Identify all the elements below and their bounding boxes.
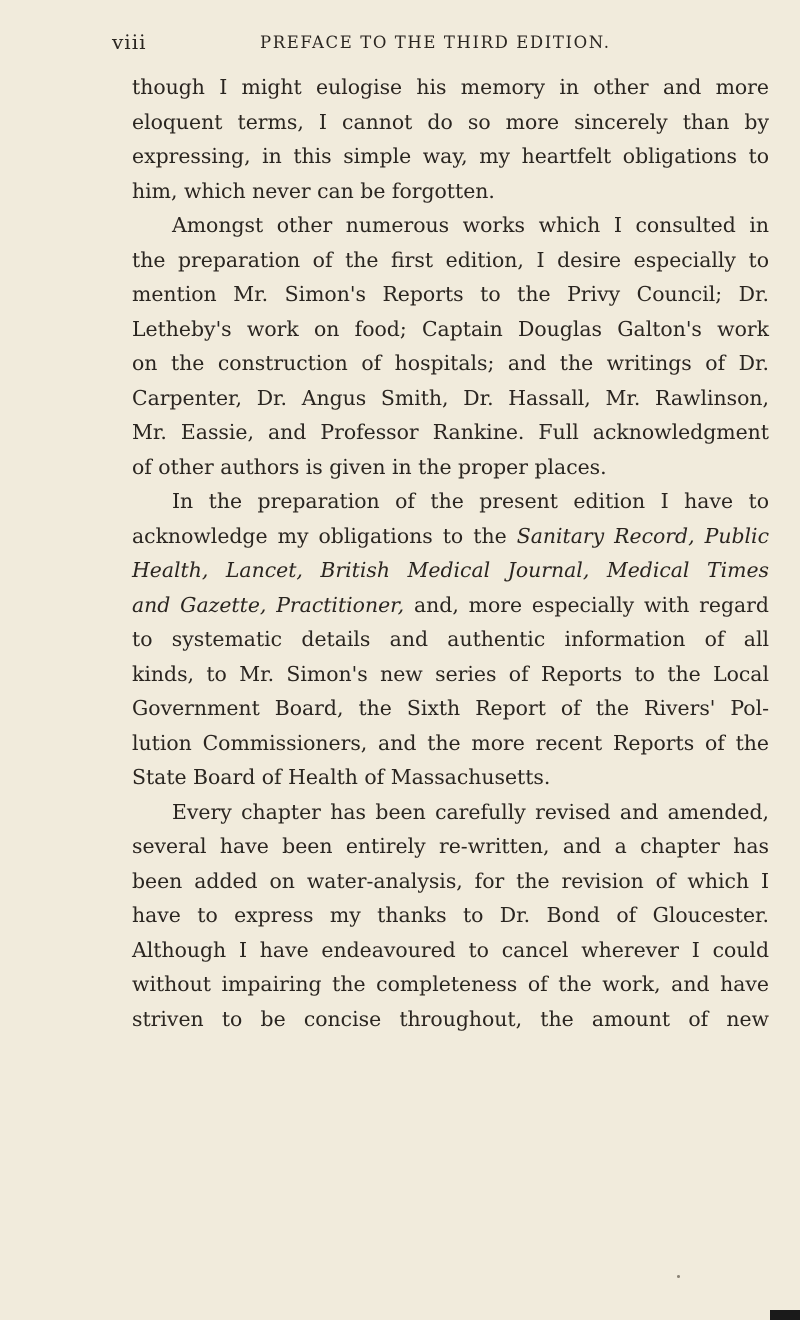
text-line: Government Board, the Sixth Report of the Rivers' Pol- — [132, 696, 769, 720]
text-line: have to express my thanks to Dr. Bond of Gloucester. — [132, 903, 769, 927]
text-line: kinds, to Mr. Simon's new series of Reports to the Local — [132, 661, 769, 686]
italic-run: Health, Lancet, British Medical Journal, Medical Times — [132, 558, 769, 582]
text-line: In the preparation of the present edition I have to — [172, 489, 769, 513]
running-head: PREFACE TO THE THIRD EDITION. — [260, 33, 611, 52]
text-line: Carpenter, Dr. Angus Smith, Dr. Hassall, Mr. Rawlinson, — [132, 385, 769, 410]
text-line: the preparation of the first edition, I desire especially to — [132, 247, 769, 272]
text-line: striven to be concise throughout, the amount of new — [132, 1006, 769, 1031]
text-line — [132, 588, 769, 623]
italic-run: Sanitary Record, Public — [516, 523, 769, 548]
text-line: State Board of Health of Massachusetts. — [132, 765, 551, 789]
text-line — [132, 553, 769, 588]
page-edge-shadow — [770, 1310, 800, 1320]
text-line: though I might eulogise his memory in other and more — [132, 75, 769, 99]
text-line: Every chapter has been carefully revised and amended, — [172, 799, 769, 824]
text-line: been added on water-analysis, for the revision of which I — [132, 868, 769, 893]
text-line: without impairing the completeness of the work, and have — [132, 972, 769, 996]
text-run: acknowledge my obligations to the — [132, 523, 517, 548]
text-line: eloquent terms, I cannot do so more sincerely than by — [132, 109, 769, 134]
page-header — [112, 30, 800, 56]
text-line: Amongst other numerous works which I consulted in — [172, 213, 769, 237]
text-line: Although I have endeavoured to cancel wherever I could — [132, 937, 769, 962]
page-number: viii — [112, 30, 147, 54]
body-text — [132, 70, 769, 1036]
text-line: lution Commissioners, and the more recent Reports of the — [132, 730, 769, 755]
text-line: several have been entirely re-written, and a chapter has — [132, 834, 769, 858]
ink-speck — [677, 1275, 680, 1278]
text-run: and, more especially with regard — [404, 592, 769, 617]
text-line: to systematic details and authentic information of all — [132, 627, 769, 651]
text-line: Letheby's work on food; Captain Douglas Galton's work — [132, 316, 769, 341]
text-line: mention Mr. Simon's Reports to the Privy Council; Dr. — [132, 282, 769, 306]
text-line — [132, 519, 769, 554]
text-line: expressing, in this simple way, my heartfelt obligations to — [132, 144, 769, 168]
text-line: of other authors is given in the proper places. — [132, 454, 607, 479]
text-line: Mr. Eassie, and Professor Rankine. Full acknowledgment — [132, 420, 769, 444]
italic-run: and Gazette, Practitioner, — [132, 592, 405, 617]
text-line: him, which never can be forgotten. — [132, 178, 495, 203]
text-line: on the construction of hospitals; and the writings of Dr. — [132, 351, 769, 375]
